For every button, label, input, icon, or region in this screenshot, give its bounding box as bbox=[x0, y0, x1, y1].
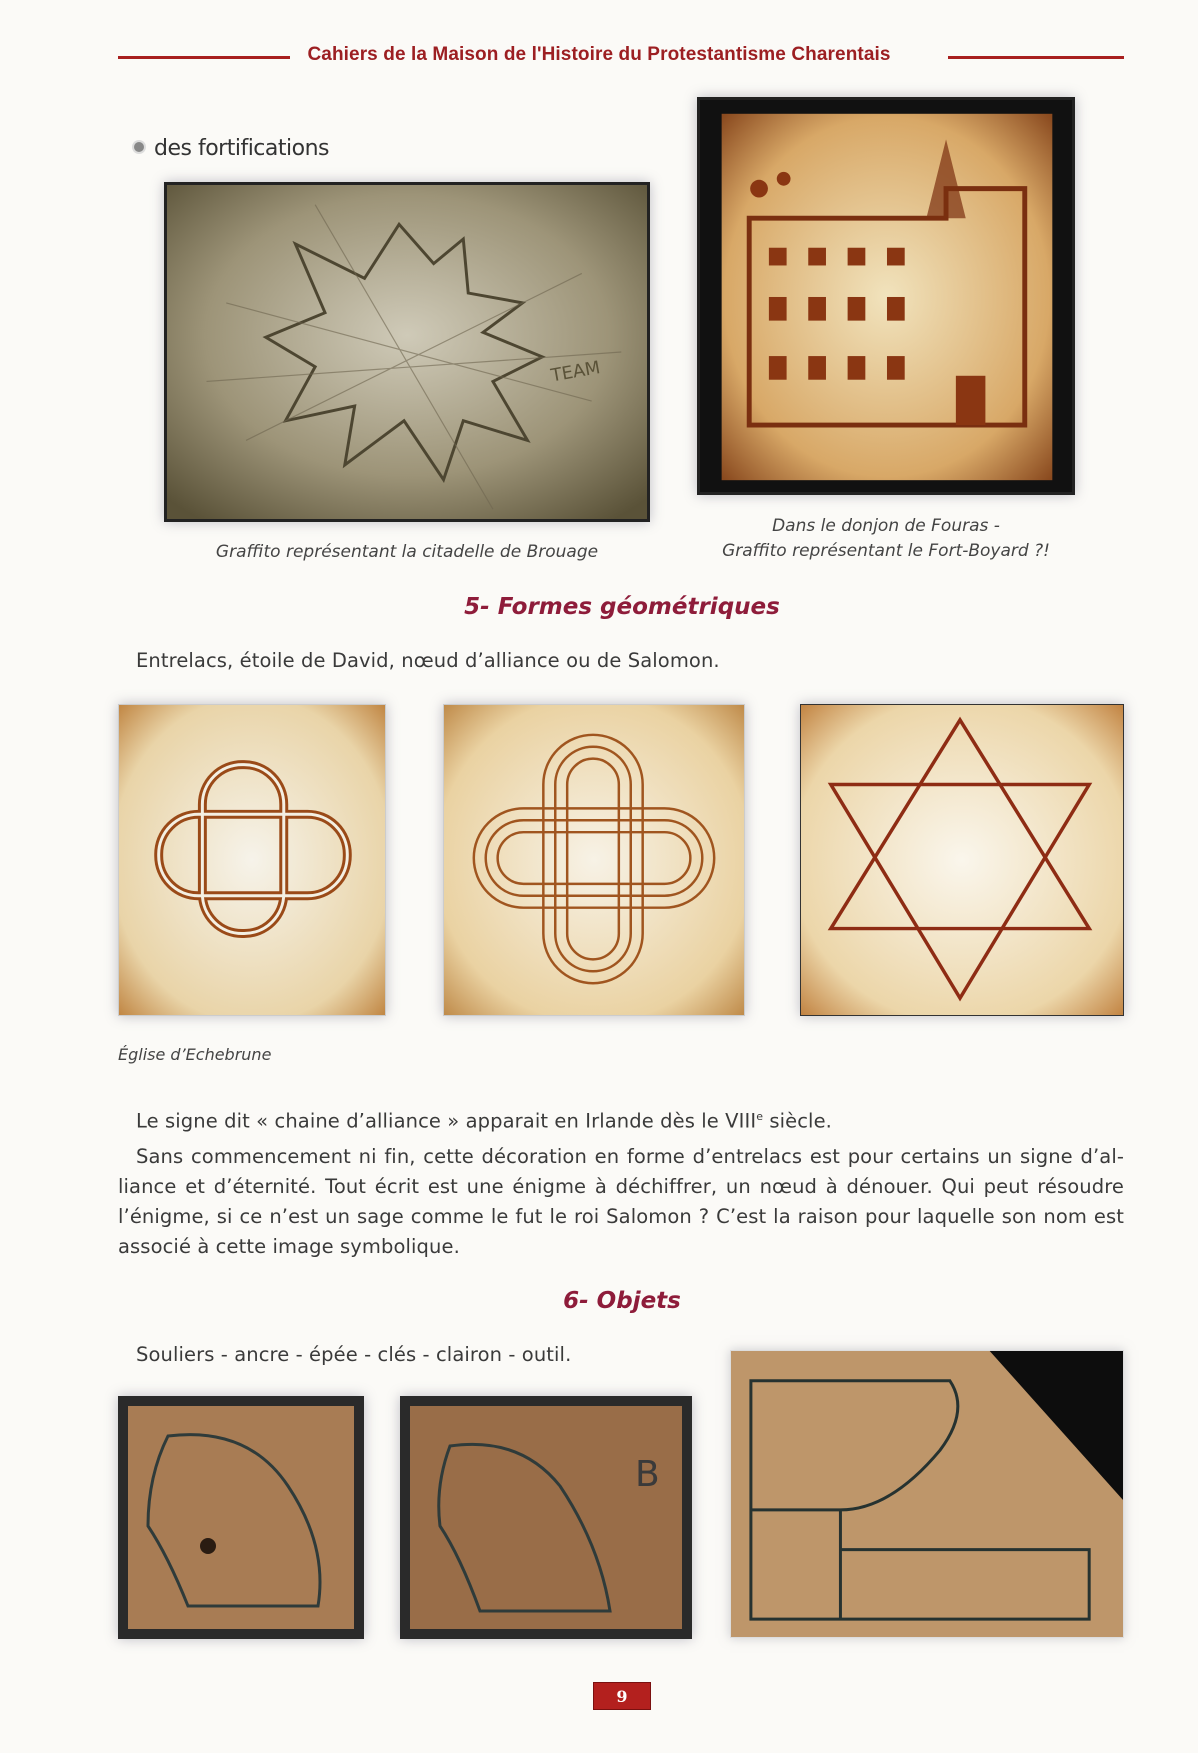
bullet-heading bbox=[134, 136, 329, 161]
section5-para2: Sans commencement ni fin, cette décoration en forme d’entrelacs est pour certains un signe d’al-liance et d’éternité. Tout écrit est une énigme à déchiffrer, un nœud à dénouer. Qui peut résoudre l’énigme, si ce n’est un sage comme le fut le roi Salomon ? C’est la raison pour laquelle son nom est associé à cette image symbolique. bbox=[118, 1145, 1124, 1258]
section5-intro: Entrelacs, étoile de David, nœud d’alliance ou de Salomon. bbox=[136, 649, 720, 672]
caption-fort-boyard bbox=[697, 514, 1075, 564]
section5-para1: Le signe dit « chaine d’alliance » apparait en Irlande dès le VIIIe siècle. bbox=[136, 1109, 832, 1133]
caption-echebrune: Église d’Echebrune bbox=[118, 1045, 272, 1064]
photo-knot-alliance bbox=[118, 704, 386, 1016]
bullet-heading-text: des fortifications bbox=[154, 136, 329, 161]
caption-fort-boyard-line2: Graffito représentant le Fort-Boyard ?! bbox=[722, 541, 1050, 561]
caption-fort-boyard-line1: Dans le donjon de Fouras - bbox=[772, 516, 1000, 536]
photo-fort-boyard bbox=[697, 97, 1075, 495]
photo-shoe-1 bbox=[118, 1396, 364, 1639]
caption-brouage: Graffito représentant la citadelle de Brouage bbox=[215, 542, 599, 562]
section6-intro: Souliers - ancre - épée - clés - clairon - outil. bbox=[136, 1343, 572, 1366]
svg-text:B: B bbox=[635, 1454, 660, 1495]
photo-star-of-david bbox=[800, 704, 1124, 1016]
page-number: 9 bbox=[593, 1682, 651, 1710]
section-title-objets: 6- Objets bbox=[563, 1288, 681, 1314]
svg-text:TEAM: TEAM bbox=[549, 358, 602, 387]
photo-shoe-2 bbox=[400, 1396, 692, 1639]
bullet-icon bbox=[134, 142, 144, 152]
photo-knot-salomon bbox=[443, 704, 745, 1016]
photo-shoe-3 bbox=[730, 1350, 1124, 1638]
photo-brouage-citadel bbox=[164, 182, 650, 522]
running-header-title: Cahiers de la Maison de l'Histoire du Protestantisme Charentais bbox=[307, 44, 891, 65]
section-title-formes: 5- Formes géométriques bbox=[464, 594, 780, 620]
